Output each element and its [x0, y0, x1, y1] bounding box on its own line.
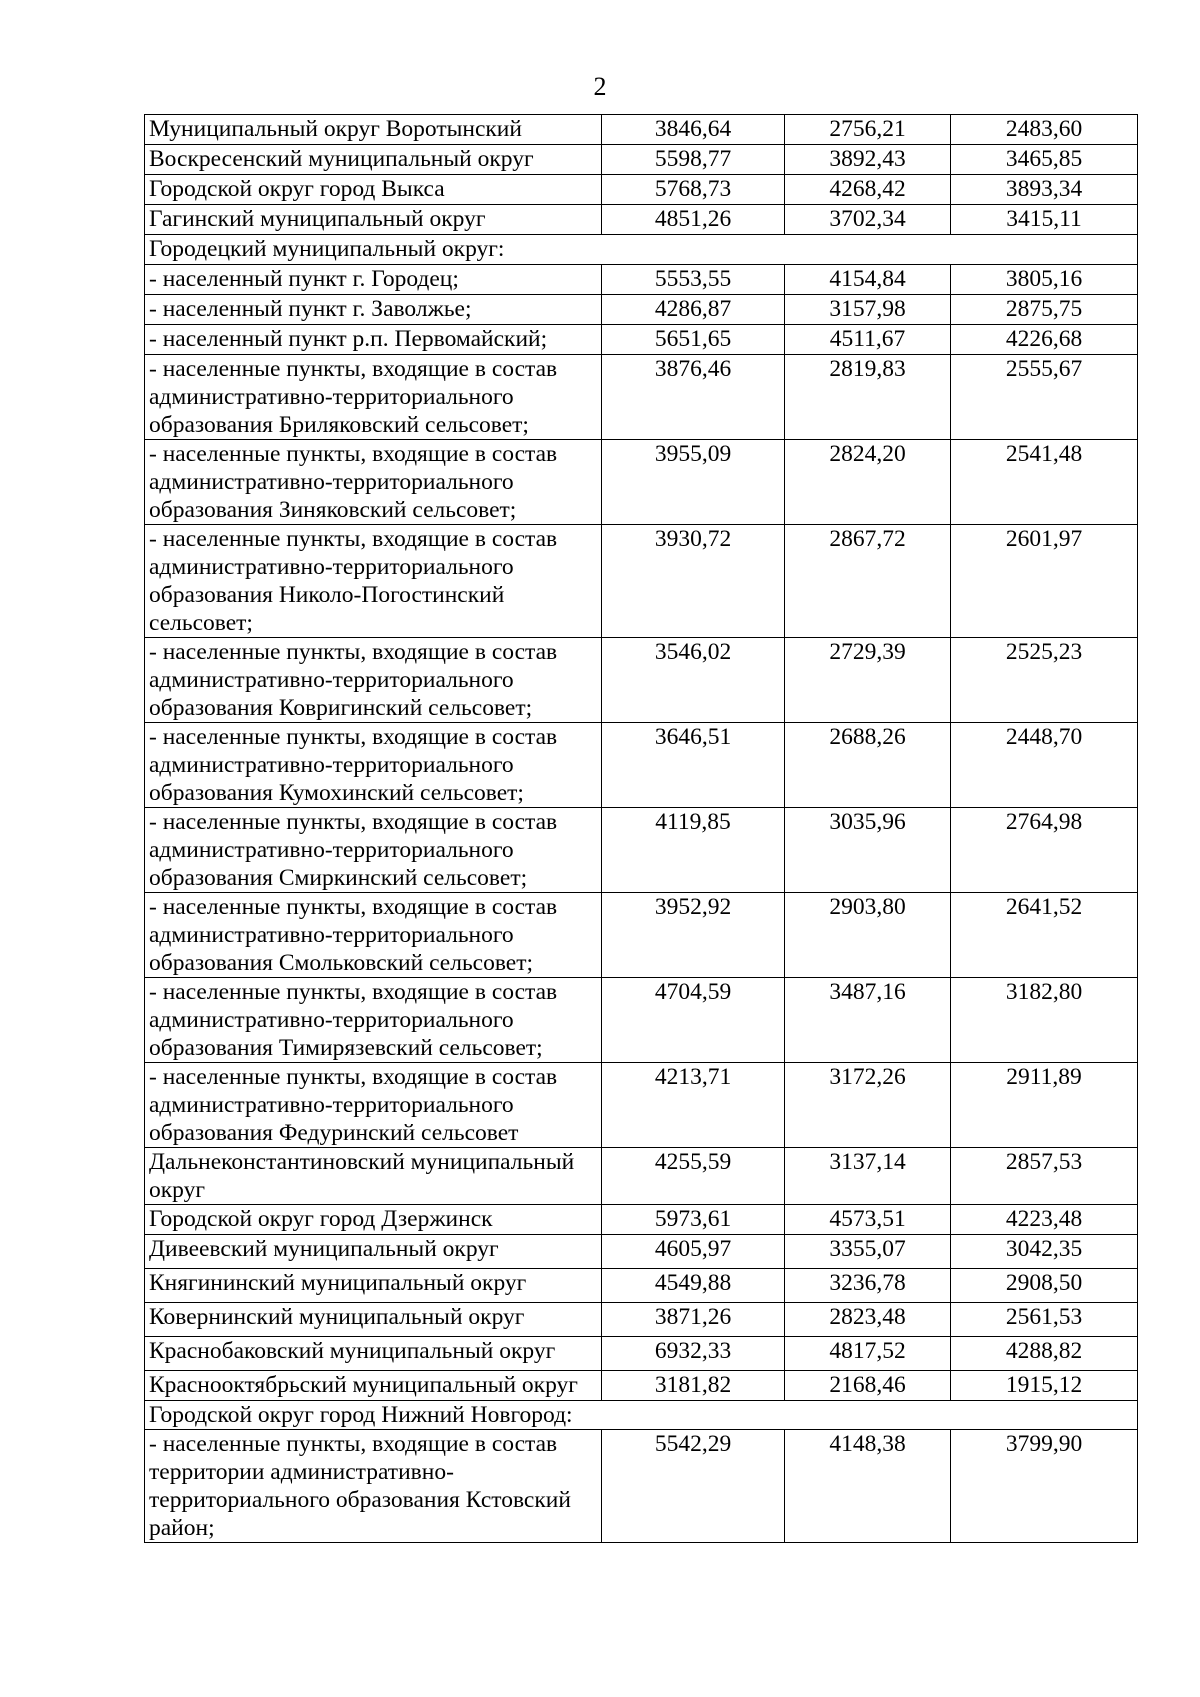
table-row: [145, 1303, 1138, 1337]
value-cell-v3: 3893,34: [951, 175, 1138, 205]
value-cell-v1: 4704,59: [602, 978, 785, 1063]
value-cell-v1: 3546,02: [602, 638, 785, 723]
table-row: [145, 723, 1138, 808]
value-cell-v1: 3871,26: [602, 1303, 785, 1337]
value-cell-v1: 5553,55: [602, 265, 785, 295]
table-row: [145, 115, 1138, 145]
name-cell: - населенные пункты, входящие в состав территории административно-территориального образования Кстовский район;: [145, 1430, 602, 1543]
value-cell-v2: 3892,43: [785, 145, 951, 175]
value-cell-v2: 4268,42: [785, 175, 951, 205]
value-cell-v3: 2555,67: [951, 355, 1138, 440]
name-cell: - населенные пункты, входящие в состав административно-территориального образования Федуринский сельсовет: [145, 1063, 602, 1148]
name-cell: Дивеевский муниципальный округ: [145, 1235, 602, 1269]
name-cell: - населенный пункт г. Городец;: [145, 265, 602, 295]
value-cell-v1: 5651,65: [602, 325, 785, 355]
value-cell-v2: 2824,20: [785, 440, 951, 525]
value-cell-v1: 3876,46: [602, 355, 785, 440]
value-cell-v3: 3799,90: [951, 1430, 1138, 1543]
value-cell-v3: 3465,85: [951, 145, 1138, 175]
value-cell-v3: 3415,11: [951, 205, 1138, 235]
table-row: [145, 355, 1138, 440]
table-row: [145, 1337, 1138, 1371]
value-cell-v1: 4549,88: [602, 1269, 785, 1303]
value-cell-v2: 4511,67: [785, 325, 951, 355]
value-cell-v3: 2483,60: [951, 115, 1138, 145]
value-cell-v1: 3955,09: [602, 440, 785, 525]
name-cell: - населенные пункты, входящие в состав административно-территориального образования Николо-Погостинский сельсовет;: [145, 525, 602, 638]
value-cell-v3: 2911,89: [951, 1063, 1138, 1148]
table-group-header-row: [145, 1401, 1138, 1430]
value-cell-v1: 4255,59: [602, 1148, 785, 1205]
value-cell-v2: 2823,48: [785, 1303, 951, 1337]
value-cell-v2: 4573,51: [785, 1205, 951, 1235]
value-cell-v3: 2641,52: [951, 893, 1138, 978]
tariff-table: [144, 114, 1138, 1543]
value-cell-v2: 3702,34: [785, 205, 951, 235]
value-cell-v2: 4817,52: [785, 1337, 951, 1371]
value-cell-v2: 2756,21: [785, 115, 951, 145]
table-row: [145, 1063, 1138, 1148]
table-row: [145, 205, 1138, 235]
name-cell: Городской округ город Дзержинск: [145, 1205, 602, 1235]
name-cell: Дальнеконстантиновский муниципальный округ: [145, 1148, 602, 1205]
value-cell-v3: 3042,35: [951, 1235, 1138, 1269]
value-cell-v1: 4119,85: [602, 808, 785, 893]
page-number: 2: [593, 72, 607, 101]
value-cell-v2: 4154,84: [785, 265, 951, 295]
table-group-header-row: [145, 235, 1138, 265]
name-cell: - населенные пункты, входящие в состав административно-территориального образования Смиркинский сельсовет;: [145, 808, 602, 893]
value-cell-v3: 2601,97: [951, 525, 1138, 638]
name-cell: - населенные пункты, входящие в состав административно-территориального образования Бриляковский сельсовет;: [145, 355, 602, 440]
value-cell-v3: 3805,16: [951, 265, 1138, 295]
value-cell-v2: 4148,38: [785, 1430, 951, 1543]
name-cell: - населенные пункты, входящие в состав административно-территориального образования Зиняковский сельсовет;: [145, 440, 602, 525]
table-row: [145, 893, 1138, 978]
table-row: [145, 1148, 1138, 1205]
table-row: [145, 175, 1138, 205]
name-cell: - населенные пункты, входящие в состав административно-территориального образования Ковригинский сельсовет;: [145, 638, 602, 723]
table-row: [145, 1371, 1138, 1401]
value-cell-v3: 2525,23: [951, 638, 1138, 723]
table-body: [145, 115, 1138, 1543]
table-row: [145, 808, 1138, 893]
value-cell-v3: 2561,53: [951, 1303, 1138, 1337]
value-cell-v3: 2857,53: [951, 1148, 1138, 1205]
name-cell: - населенный пункт р.п. Первомайский;: [145, 325, 602, 355]
table-row: [145, 1235, 1138, 1269]
value-cell-v2: 3137,14: [785, 1148, 951, 1205]
name-cell: - населенные пункты, входящие в состав административно-территориального образования Тимирязевский сельсовет;: [145, 978, 602, 1063]
value-cell-v3: 4226,68: [951, 325, 1138, 355]
name-cell: Краснооктябрьский муниципальный округ: [145, 1371, 602, 1401]
name-cell: - населенный пункт г. Заволжье;: [145, 295, 602, 325]
value-cell-v3: 4223,48: [951, 1205, 1138, 1235]
value-cell-v2: 2729,39: [785, 638, 951, 723]
name-cell: Княгининский муниципальный округ: [145, 1269, 602, 1303]
value-cell-v2: 3035,96: [785, 808, 951, 893]
name-cell: Городской округ город Выкса: [145, 175, 602, 205]
value-cell-v1: 4213,71: [602, 1063, 785, 1148]
value-cell-v1: 5768,73: [602, 175, 785, 205]
value-cell-v1: 5973,61: [602, 1205, 785, 1235]
value-cell-v1: 4851,26: [602, 205, 785, 235]
value-cell-v1: 5598,77: [602, 145, 785, 175]
value-cell-v1: 3646,51: [602, 723, 785, 808]
value-cell-v2: 2688,26: [785, 723, 951, 808]
table-row: [145, 295, 1138, 325]
table-row: [145, 1205, 1138, 1235]
value-cell-v3: 1915,12: [951, 1371, 1138, 1401]
table-row: [145, 638, 1138, 723]
name-cell: Гагинский муниципальный округ: [145, 205, 602, 235]
value-cell-v3: 3182,80: [951, 978, 1138, 1063]
table-row: [145, 1269, 1138, 1303]
value-cell-v3: 2875,75: [951, 295, 1138, 325]
value-cell-v2: 3157,98: [785, 295, 951, 325]
group-title-cell: Городецкий муниципальный округ:: [145, 235, 1138, 265]
value-cell-v2: 3172,26: [785, 1063, 951, 1148]
table-row: [145, 440, 1138, 525]
table-row: [145, 978, 1138, 1063]
value-cell-v2: 2168,46: [785, 1371, 951, 1401]
value-cell-v1: 4286,87: [602, 295, 785, 325]
table-row: [145, 525, 1138, 638]
value-cell-v2: 3236,78: [785, 1269, 951, 1303]
name-cell: Ковернинский муниципальный округ: [145, 1303, 602, 1337]
value-cell-v1: 4605,97: [602, 1235, 785, 1269]
table-row: [145, 325, 1138, 355]
value-cell-v2: 3355,07: [785, 1235, 951, 1269]
value-cell-v1: 6932,33: [602, 1337, 785, 1371]
value-cell-v2: 2819,83: [785, 355, 951, 440]
value-cell-v1: 5542,29: [602, 1430, 785, 1543]
value-cell-v3: 2448,70: [951, 723, 1138, 808]
name-cell: - населенные пункты, входящие в состав административно-территориального образования Смольковский сельсовет;: [145, 893, 602, 978]
value-cell-v3: 4288,82: [951, 1337, 1138, 1371]
value-cell-v1: 3181,82: [602, 1371, 785, 1401]
value-cell-v2: 2867,72: [785, 525, 951, 638]
value-cell-v3: 2908,50: [951, 1269, 1138, 1303]
value-cell-v1: 3930,72: [602, 525, 785, 638]
table-row: [145, 1430, 1138, 1543]
name-cell: Воскресенский муниципальный округ: [145, 145, 602, 175]
value-cell-v1: 3952,92: [602, 893, 785, 978]
value-cell-v3: 2764,98: [951, 808, 1138, 893]
table-row: [145, 145, 1138, 175]
name-cell: Краснобаковский муниципальный округ: [145, 1337, 602, 1371]
group-title-cell: Городской округ город Нижний Новгород:: [145, 1401, 1138, 1430]
value-cell-v1: 3846,64: [602, 115, 785, 145]
value-cell-v2: 2903,80: [785, 893, 951, 978]
name-cell: - населенные пункты, входящие в состав административно-территориального образования Кумохинский сельсовет;: [145, 723, 602, 808]
table-row: [145, 265, 1138, 295]
name-cell: Муниципальный округ Воротынский: [145, 115, 602, 145]
value-cell-v3: 2541,48: [951, 440, 1138, 525]
value-cell-v2: 3487,16: [785, 978, 951, 1063]
